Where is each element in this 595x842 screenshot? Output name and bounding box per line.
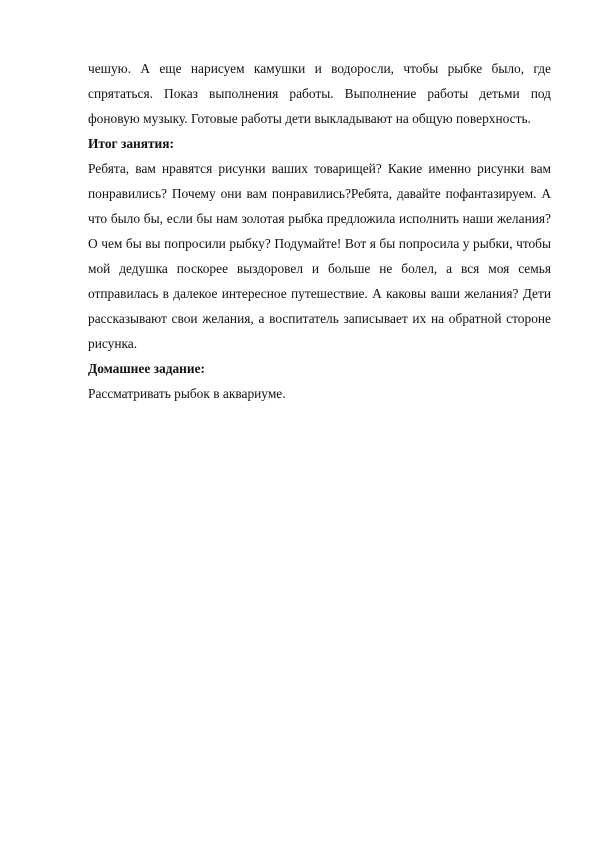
summary-paragraph: Ребята, вам нравятся рисунки ваших товарищей? Какие именно рисунки вам понравились? Почему они вам понравились?Ребята, давайте пофантазируем. А что было бы, если бы нам золотая рыбка предложила исполнить наши желания? О чем бы вы попросили рыбку? Подумайте! Вот я бы попросила у рыбки, чтобы мой дедушка поскорее выздоровел и больше не болел, а вся моя семья отправилась в далекое интересное путешествие. А каковы ваши желания? Дети рассказывают свои желания, а воспитатель записывает их на обратной стороне рисунка. <box>88 161 551 351</box>
homework-paragraph: Рассматривать рыбок в аквариуме. <box>88 386 286 401</box>
homework-heading: Домашнее задание: <box>88 361 206 376</box>
lesson-continuation-paragraph: чешую. А еще нарисуем камушки и водоросли, чтобы рыбке было, где спрятаться. Показ выполнения работы. Выполнение работы детьми под фоновую музыку. Готовые работы дети выкладывают на общую поверхность. <box>88 61 551 126</box>
summary-heading: Итог занятия: <box>88 136 174 151</box>
document-body <box>88 56 551 406</box>
